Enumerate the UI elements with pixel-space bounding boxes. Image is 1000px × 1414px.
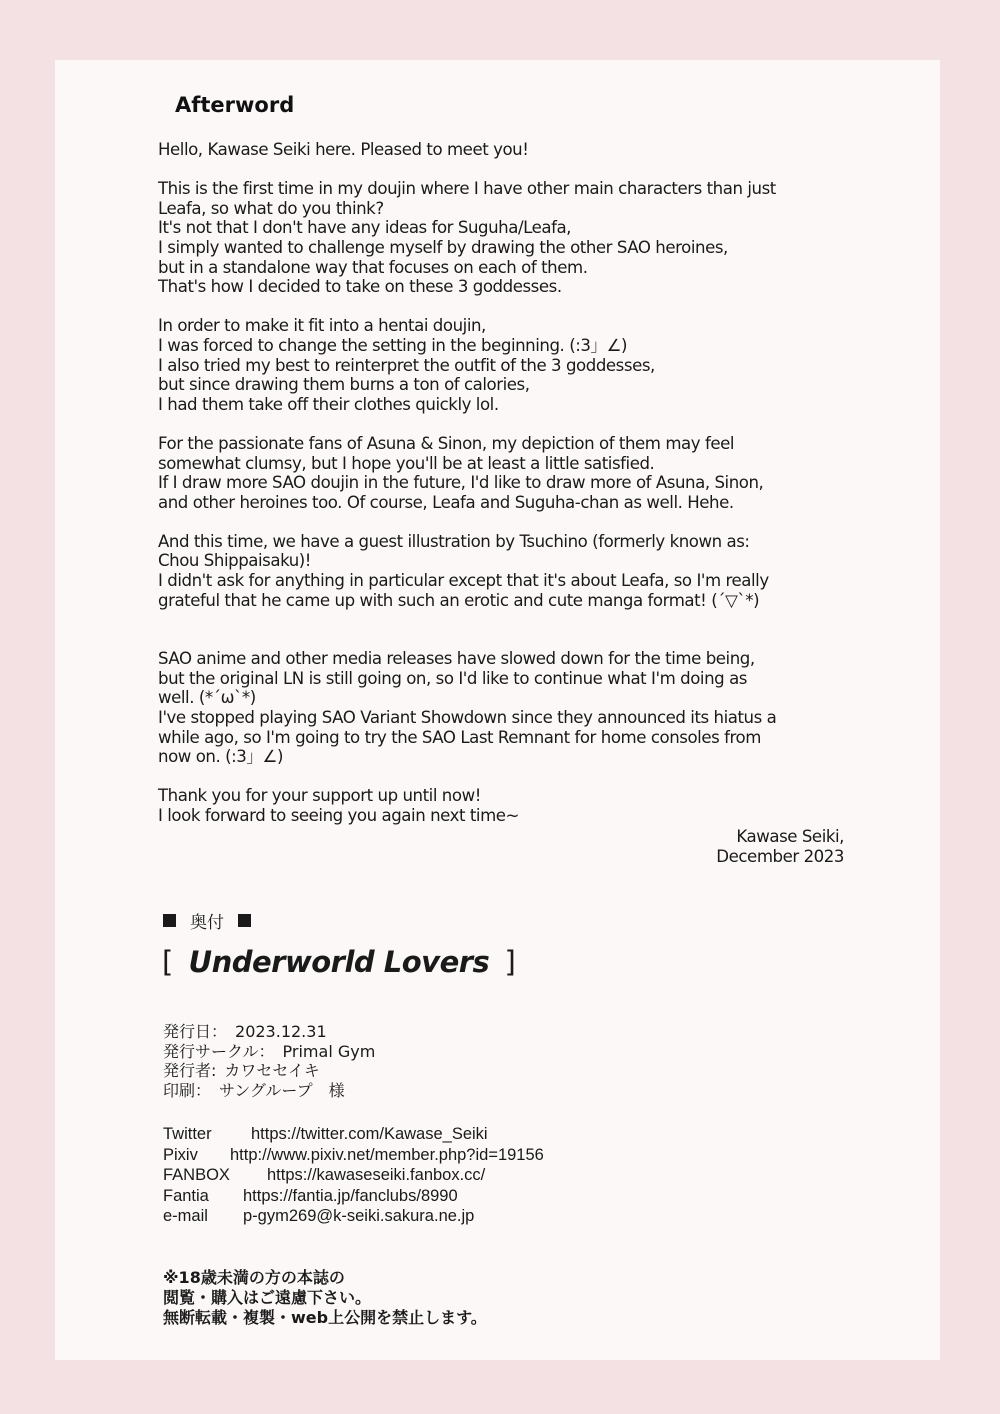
text-line: but the original LN is still going on, so I'd like to continue what I'm doing as	[158, 668, 747, 688]
colophon-label: 奥付	[190, 913, 224, 933]
link-label: Fantia	[163, 1186, 209, 1205]
info-label: 発行日：	[163, 1022, 228, 1041]
signature-date: December 2023	[716, 847, 844, 866]
afterword-paragraph-thanks	[158, 786, 858, 825]
black-square-icon	[238, 914, 251, 927]
black-square-icon	[163, 914, 176, 927]
fantia-link[interactable]: https://fantia.jp/fanclubs/8990	[243, 1186, 458, 1205]
title-text: Underworld Lovers	[188, 945, 490, 979]
signature	[716, 827, 844, 867]
pixiv-link[interactable]: http://www.pixiv.net/member.php?id=19156	[230, 1145, 544, 1164]
title-bracket-close: ]	[504, 945, 516, 979]
info-label: 印刷：	[163, 1080, 212, 1100]
text-line: I was forced to change the setting in the beginning. (:3」∠)	[158, 335, 628, 355]
info-row-release-date	[163, 1022, 375, 1042]
text-line: Thank you for your support up until now!	[158, 786, 481, 806]
colophon-header	[163, 908, 251, 933]
afterword-heading: Afterword	[175, 93, 295, 117]
afterword-paragraph-greeting	[158, 140, 858, 160]
text-line: well. (*´ω`*)	[158, 688, 256, 708]
text-line: I didn't ask for anything in particular except that it's about Leafa, so I'm really	[158, 571, 769, 591]
text-line: In order to make it fit into a hentai doujin,	[158, 316, 486, 336]
title-bracket-open: [	[162, 945, 174, 979]
info-value: サングループ 様	[219, 1080, 345, 1100]
text-line: Chou Shippaisaku)!	[158, 551, 312, 571]
info-row-publisher	[163, 1061, 375, 1081]
text-line: now on. (:3」∠)	[158, 747, 283, 767]
afterword-paragraph-fans	[158, 434, 858, 512]
text-line: but in a standalone way that focuses on each of them.	[158, 257, 588, 277]
link-label: Pixiv	[163, 1145, 198, 1164]
text-line: It's not that I don't have any ideas for Suguha/Leafa,	[158, 218, 572, 238]
afterword-body	[158, 140, 858, 845]
text-line: I had them take off their clothes quickly lol.	[158, 394, 499, 414]
text-line: Hello, Kawase Seiki here. Pleased to meet you!	[158, 140, 529, 159]
afterword-paragraph-setting	[158, 316, 858, 414]
afterword-paragraph-characters	[158, 179, 858, 297]
signature-name: Kawase Seiki,	[736, 827, 844, 846]
text-line: SAO anime and other media releases have slowed down for the time being,	[158, 649, 755, 669]
age-restriction-notice	[163, 1268, 487, 1328]
text-line: I simply wanted to challenge myself by drawing the other SAO heroines,	[158, 237, 728, 257]
link-label: e-mail	[163, 1207, 208, 1225]
twitter-link[interactable]: https://twitter.com/Kawase_Seiki	[251, 1125, 488, 1143]
afterword-paragraph-media	[158, 649, 858, 767]
text-line: but since drawing them burns a ton of calories,	[158, 375, 530, 395]
text-line: somewhat clumsy, but I hope you'll be at least a little satisfied.	[158, 453, 655, 473]
text-line: For the passionate fans of Asuna & Sinon, my depiction of them may feel	[158, 433, 735, 453]
afterword-paragraph-guest	[158, 532, 858, 610]
text-line: I've stopped playing SAO Variant Showdown since they announced its hiatus a	[158, 708, 777, 728]
notice-line: 閲覧・購入はご遠慮下さい。	[163, 1288, 372, 1307]
book-title	[162, 945, 516, 979]
email-link[interactable]: p-gym269@k-seiki.sakura.ne.jp	[243, 1207, 475, 1225]
info-row-circle	[163, 1042, 375, 1062]
text-line: And this time, we have a guest illustration by Tsuchino (formerly known as:	[158, 531, 750, 551]
info-label: 発行者:	[163, 1061, 217, 1080]
link-label: Twitter	[163, 1125, 212, 1143]
link-label: FANBOX	[163, 1166, 230, 1184]
info-value: Primal Gym	[282, 1041, 376, 1061]
text-line: Leafa, so what do you think?	[158, 198, 384, 218]
info-row-printer	[163, 1081, 375, 1101]
text-line: and other heroines too. Of course, Leafa and Suguha-chan as well. Hehe.	[158, 492, 734, 512]
text-line: while ago, so I'm going to try the SAO Last Remnant for home consoles from	[158, 727, 761, 747]
publication-info	[163, 1022, 375, 1100]
notice-line: ※18歳未満の方の本誌の	[163, 1268, 345, 1287]
info-value: 2023.12.31	[235, 1022, 327, 1041]
text-line: That's how I decided to take on these 3 goddesses.	[158, 277, 562, 297]
info-label: 発行サークル：	[163, 1041, 275, 1061]
notice-line: 無断転載・複製・web上公開を禁止します。	[163, 1308, 487, 1327]
text-line: I also tried my best to reinterpret the outfit of the 3 goddesses,	[158, 355, 655, 375]
text-line: If I draw more SAO doujin in the future, I'd like to draw more of Asuna, Sinon,	[158, 473, 764, 493]
fanbox-link[interactable]: https://kawaseseiki.fanbox.cc/	[267, 1166, 486, 1184]
text-line: I look forward to seeing you again next time~	[158, 806, 520, 825]
text-line: This is the first time in my doujin where I have other main characters than just	[158, 179, 776, 199]
info-value: カワセセイキ	[224, 1061, 320, 1080]
text-line: grateful that he came up with such an erotic and cute manga format! (´▽`*)	[158, 590, 760, 610]
